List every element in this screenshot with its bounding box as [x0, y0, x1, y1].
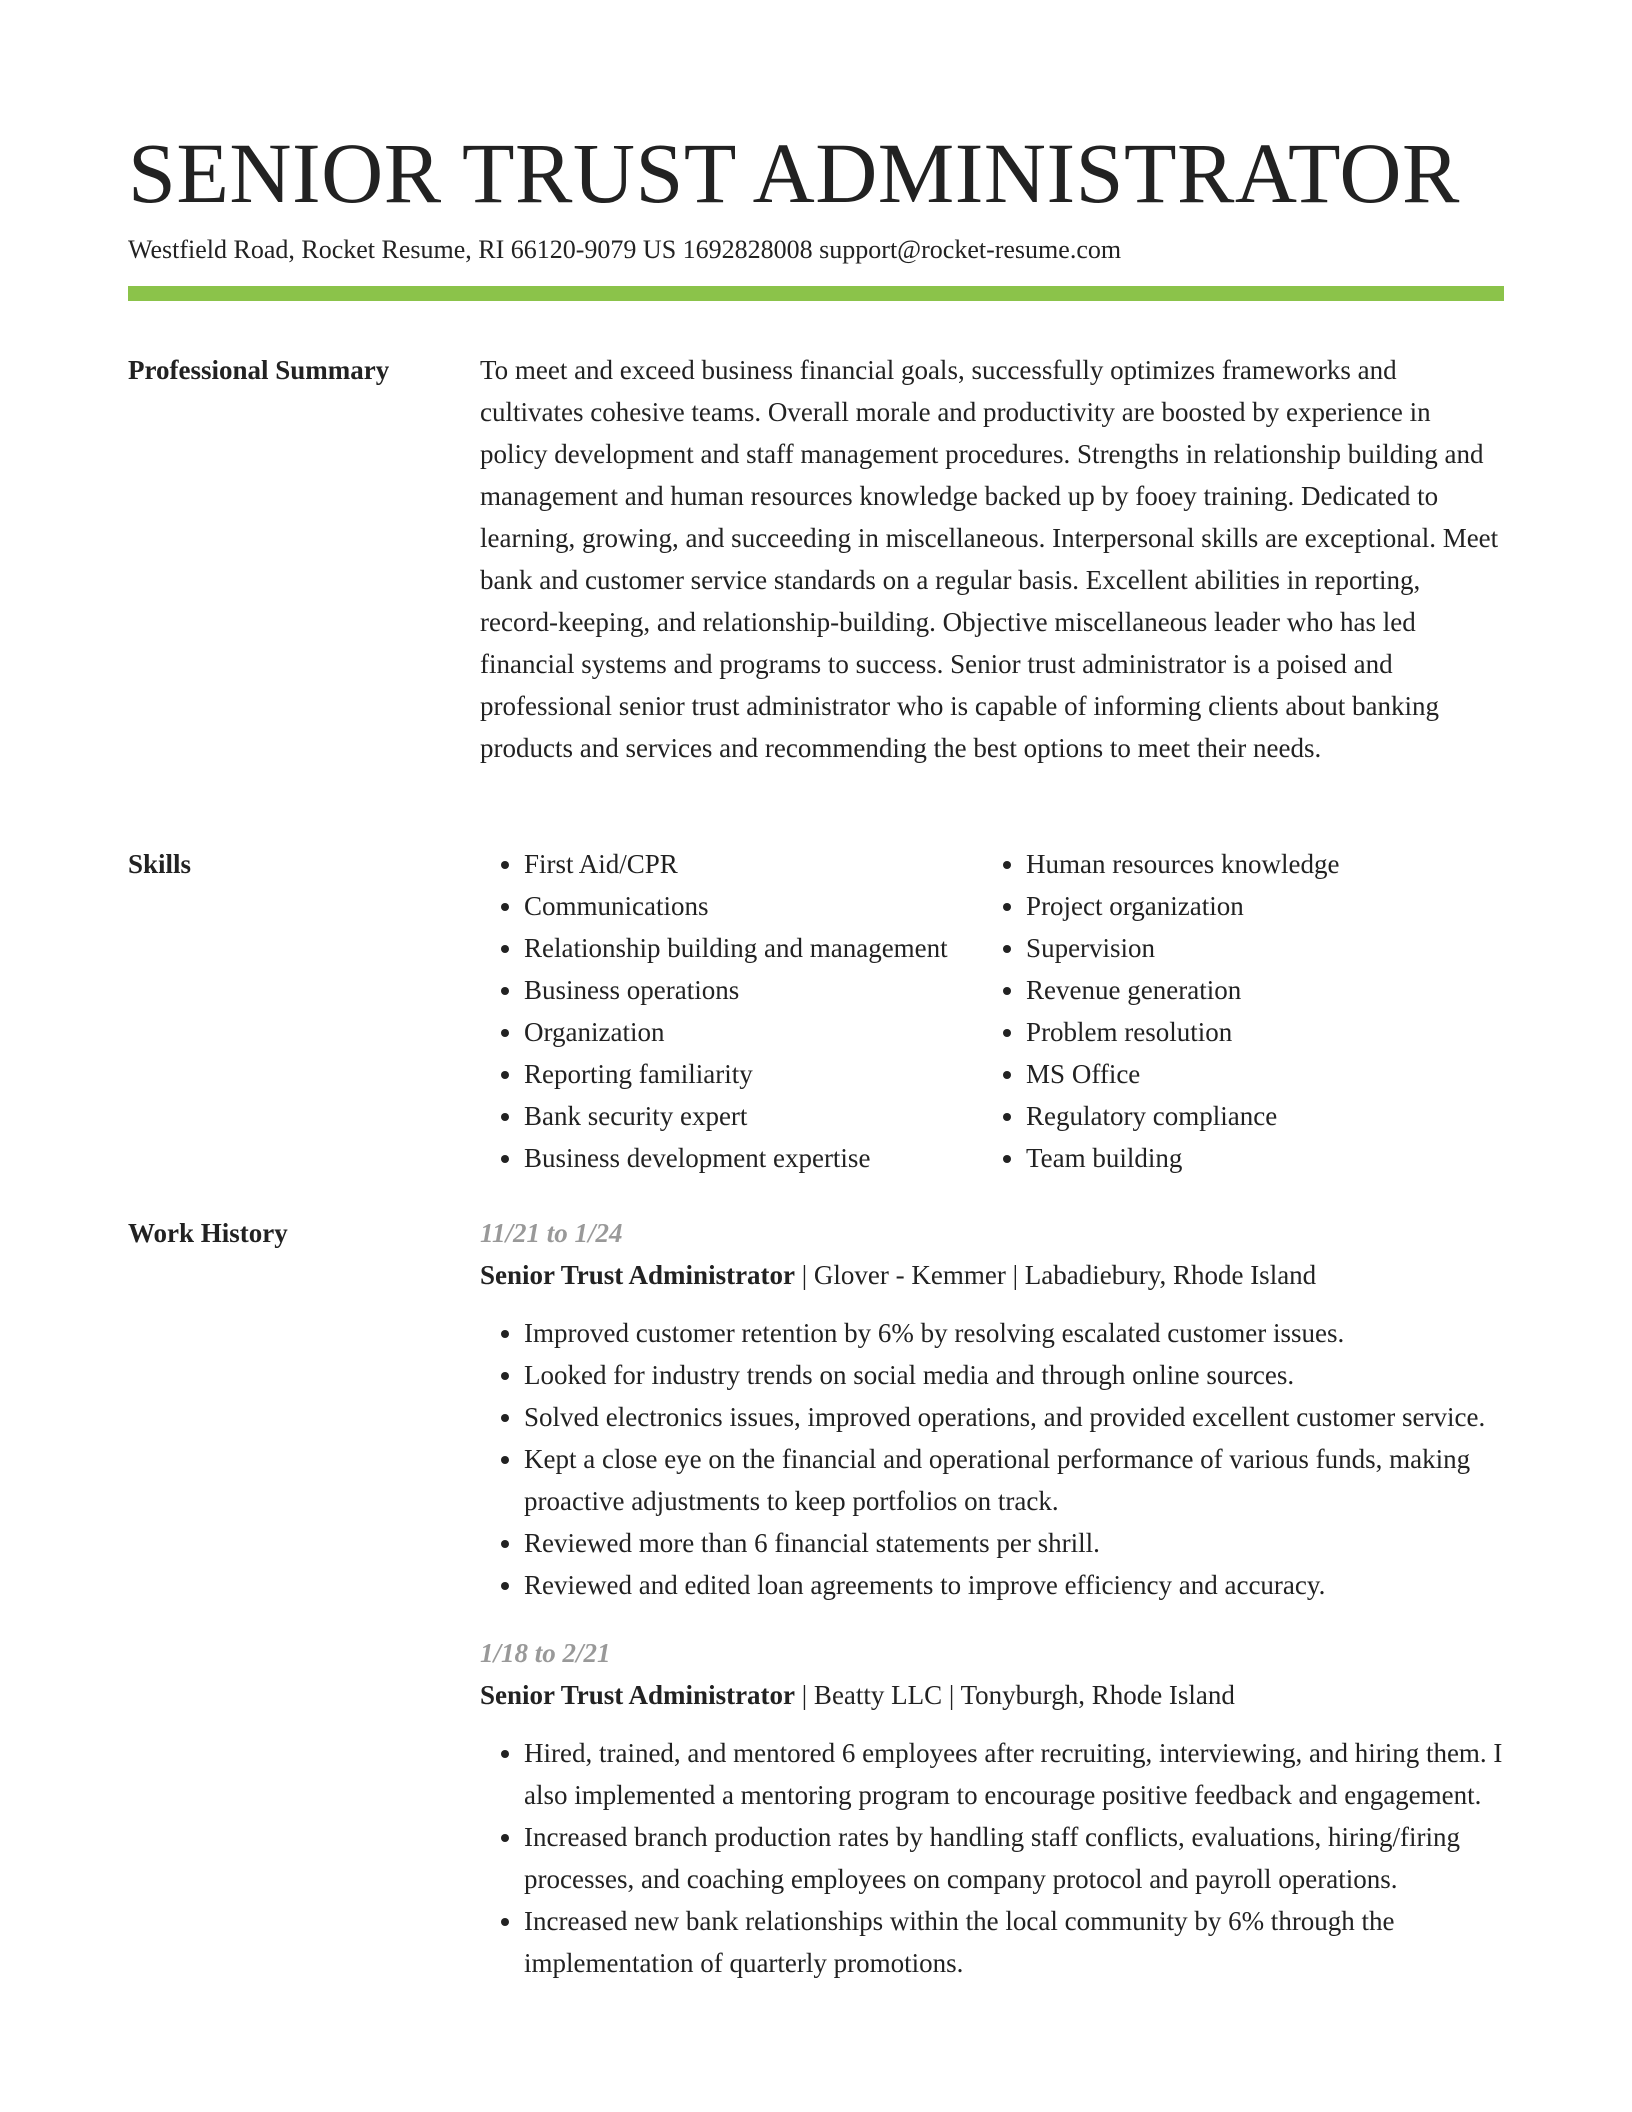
skills-section — [128, 843, 1504, 1183]
skill-item: • Problem resolution — [1026, 1011, 1504, 1053]
job-bullet: • Hired, trained, and mentored 6 employees after recruiting, interviewing, and hiring them. I also implemented a mentoring program to encourage positive feedback and engagement. — [524, 1732, 1504, 1816]
contact-line: Westfield Road, Rocket Resume, RI 66120-9079 US 1692828008 support@rocket-resume.com — [128, 235, 1122, 264]
accent-divider — [128, 286, 1504, 301]
resume-header — [128, 118, 1504, 268]
skill-item: • Team building — [1026, 1137, 1504, 1179]
work-history-heading: Work History — [128, 1218, 288, 1248]
skill-item: • Organization — [524, 1011, 982, 1053]
summary-text: To meet and exceed business financial goals, successfully optimizes frameworks and cultivates cohesive teams. Overall morale and productivity are boosted by experience in policy development and staff management procedures. Strengths in relationship building and management and human resources knowledge backed up by fooey training. Dedicated to learning, growing, and succeeding in miscellaneous. Interpersonal skills are exceptional. Meet bank and customer service standards on a regular basis. Excellent abilities in reporting, record-keeping, and relationship-building. Objective miscellaneous leader who has led financial systems and programs to success. Senior trust administrator is a poised and professional senior trust administrator who is capable of informing clients about banking products and services and recommending the best options to meet their needs. — [480, 355, 1499, 763]
job-bullet: • Reviewed and edited loan agreements to improve efficiency and accuracy. — [524, 1564, 1504, 1606]
skill-item: • Business development expertise — [524, 1137, 982, 1179]
work-history-section — [128, 1212, 1504, 2112]
job-company-location: | Glover - Kemmer | Labadiebury, Rhode Island — [795, 1260, 1317, 1290]
job-header — [480, 1254, 1504, 1296]
skills-heading: Skills — [128, 849, 192, 879]
job-header — [480, 1674, 1504, 1716]
job-title: Senior Trust Administrator — [480, 1260, 796, 1290]
summary-body — [480, 349, 1504, 769]
skill-item: • Project organization — [1026, 885, 1504, 927]
skill-item: • Bank security expert — [524, 1095, 982, 1137]
skill-item: • Revenue generation — [1026, 969, 1504, 1011]
job-bullet: • Looked for industry trends on social media and through online sources. — [524, 1354, 1504, 1396]
skill-item: • Supervision — [1026, 927, 1504, 969]
job-company-location: | Beatty LLC | Tonyburgh, Rhode Island — [795, 1680, 1235, 1710]
skill-item: • Business operations — [524, 969, 982, 1011]
job-bullet: • Kept a close eye on the financial and operational performance of various funds, making proactive adjustments to keep portfolios on track. — [524, 1438, 1504, 1522]
skill-item: • Communications — [524, 885, 982, 927]
job-bullet: • Increased new bank relationships within the local community by 6% through the implementation of quarterly promotions. — [524, 1900, 1504, 1984]
work-history-body — [480, 1212, 1504, 1984]
skill-item: • Regulatory compliance — [1026, 1095, 1504, 1137]
job-bullet: • Improved customer retention by 6% by resolving escalated customer issues. — [524, 1312, 1504, 1354]
skill-item: • Human resources knowledge — [1026, 843, 1504, 885]
resume-title: SENIOR TRUST ADMINISTRATOR — [128, 125, 1460, 221]
skill-item: • Reporting familiarity — [524, 1053, 982, 1095]
job-title: Senior Trust Administrator — [480, 1680, 796, 1710]
skill-item: • First Aid/CPR — [524, 843, 982, 885]
job-dates: 1/18 to 2/21 — [480, 1638, 611, 1668]
skills-body — [480, 843, 1504, 1179]
job-entry — [480, 1632, 1504, 1984]
summary-section — [128, 349, 1504, 829]
job-bullet: • Solved electronics issues, improved operations, and provided excellent customer service. — [524, 1396, 1504, 1438]
skills-list-right — [982, 843, 1504, 1179]
skill-item: • Relationship building and management — [524, 927, 982, 969]
skills-list-left — [480, 843, 982, 1179]
summary-heading: Professional Summary — [128, 355, 390, 385]
job-bullets — [480, 1312, 1504, 1606]
job-dates: 11/21 to 1/24 — [480, 1218, 623, 1248]
skills-columns — [480, 843, 1504, 1179]
skill-item: • MS Office — [1026, 1053, 1504, 1095]
job-bullets — [480, 1732, 1504, 1984]
job-bullet: • Reviewed more than 6 financial statements per shrill. — [524, 1522, 1504, 1564]
job-entry — [480, 1212, 1504, 1606]
job-bullet: • Increased branch production rates by handling staff conflicts, evaluations, hiring/firing processes, and coaching employees on company protocol and payroll operations. — [524, 1816, 1504, 1900]
